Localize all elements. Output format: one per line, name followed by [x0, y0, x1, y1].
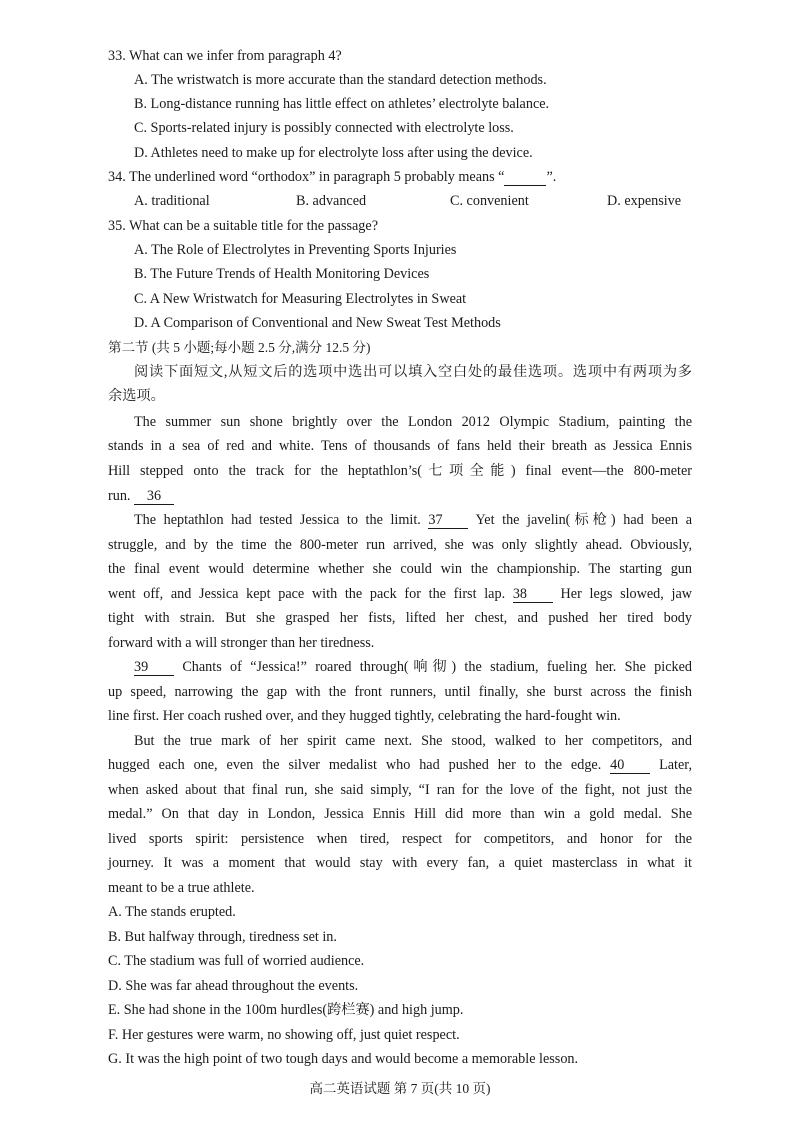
- passage-p1-line-3: Hill stepped onto the track for the heptathlon’s(七项全能) final event—the 800-meter: [108, 463, 692, 479]
- section-instruction-line-1: 阅读下面短文,从短文后的选项中选出可以填入空白处的最佳选项。选项中有两项为多: [134, 364, 692, 380]
- page-footer: 高二英语试题 第 7 页(共 10 页): [309, 1081, 491, 1096]
- question-33-option-a: A. The wristwatch is more accurate than the standard detection methods.: [134, 72, 547, 88]
- passage-p1-line-4: [108, 486, 174, 506]
- passage-p3-text-a: Chants of “Jessica!” roared through(响彻) the stadium, fueling her. She picked: [174, 659, 692, 675]
- passage-p2-text-b: Yet the javelin(标枪) had been a: [468, 512, 692, 528]
- question-33-stem: 33. What can we infer from paragraph 4?: [108, 48, 342, 64]
- blank-36: 36: [134, 488, 174, 505]
- option-f: F. Her gestures were warm, no showing off, just quiet respect.: [108, 1027, 460, 1043]
- question-34-stem: [108, 167, 556, 187]
- passage-p2-line-1: [134, 510, 692, 530]
- question-33-option-b: B. Long-distance running has little effect on athletes’ electrolyte balance.: [134, 96, 550, 112]
- passage-p4-text-b: Later,: [650, 757, 692, 773]
- passage-p1-text: run.: [108, 488, 135, 504]
- passage-p2-line-4: [108, 584, 692, 604]
- question-35-option-a: A. The Role of Electrolytes in Preventing Sports Injuries: [134, 242, 457, 258]
- option-e: E. She had shone in the 100m hurdles(跨栏赛) and high jump.: [108, 1002, 464, 1018]
- passage-p4-line-2: [108, 755, 692, 775]
- question-34-option-d: D. expensive: [607, 193, 682, 209]
- section-instruction-line-2: 余选项。: [108, 388, 165, 404]
- passage-p4-line-7: meant to be a true athlete.: [108, 880, 255, 896]
- passage-p4-line-3: when asked about that final run, she said simply, “I ran for the love of the fight, not just the: [108, 782, 692, 798]
- blank-38: 38: [513, 586, 553, 603]
- option-g: G. It was the high point of two tough days and would become a memorable lesson.: [108, 1051, 579, 1067]
- passage-p2-line-6: forward with a will stronger than her tiredness.: [108, 635, 375, 651]
- passage-p4-line-4: medal.” On that day in London, Jessica Ennis Hill did more than win a gold medal. She: [108, 806, 692, 822]
- question-34-stem-end: ”.: [546, 169, 557, 185]
- question-34-option-c: C. convenient: [450, 193, 529, 209]
- option-c: C. The stadium was full of worried audience.: [108, 953, 365, 969]
- passage-p4-line-1: But the true mark of her spirit came next. She stood, walked to her competitors, and: [134, 733, 692, 749]
- question-35-option-d: D. A Comparison of Conventional and New Sweat Test Methods: [134, 315, 501, 331]
- passage-p2-line-5: tight with strain. But she grasped her fists, lifted her chest, and pushed her tired body: [108, 610, 692, 626]
- question-34-blank: [504, 169, 546, 186]
- passage-p3-line-1: [134, 657, 692, 677]
- blank-37: 37: [428, 512, 468, 529]
- option-d: D. She was far ahead throughout the events.: [108, 978, 359, 994]
- question-34-stem-text: 34. The underlined word “orthodox” in paragraph 5 probably means “: [108, 169, 505, 185]
- question-34-option-a: A. traditional: [134, 193, 210, 209]
- question-35-stem: 35. What can be a suitable title for the passage?: [108, 218, 378, 234]
- section-heading: 第二节 (共 5 小题;每小题 2.5 分,满分 12.5 分): [108, 340, 371, 355]
- question-35-option-c: C. A New Wristwatch for Measuring Electrolytes in Sweat: [134, 291, 467, 307]
- passage-p2-text-c: went off, and Jessica kept pace with the pack for the first lap.: [108, 586, 513, 602]
- question-33-option-d: D. Athletes need to make up for electrolyte loss after using the device.: [134, 145, 533, 161]
- blank-40: 40: [610, 757, 650, 774]
- option-b: B. But halfway through, tiredness set in.: [108, 929, 337, 945]
- passage-p2-line-3: the final event would determine whether she could win the championship. The starting gun: [108, 561, 692, 577]
- blank-39: 39: [134, 659, 174, 676]
- option-a: A. The stands erupted.: [108, 904, 236, 920]
- passage-p3-line-2: up speed, narrowing the gap with the front runners, until finally, she burst across the finish: [108, 684, 692, 700]
- passage-p4-line-6: journey. It was a moment that would stay with every fan, a quiet masterclass in what it: [108, 855, 692, 871]
- passage-p2-text-d: Her legs slowed, jaw: [552, 586, 692, 602]
- question-34-option-b: B. advanced: [296, 193, 367, 209]
- question-35-option-b: B. The Future Trends of Health Monitoring Devices: [134, 266, 430, 282]
- passage-p1-line-1: The summer sun shone brightly over the London 2012 Olympic Stadium, painting the: [134, 414, 692, 430]
- passage-p3-line-3: line first. Her coach rushed over, and they hugged tightly, celebrating the hard-fought win.: [108, 708, 621, 724]
- passage-p2-text-a: The heptathlon had tested Jessica to the limit.: [134, 512, 429, 528]
- passage-p2-line-2: struggle, and by the time the 800-meter run arrived, she was only slightly ahead. Obviously,: [108, 537, 692, 553]
- passage-p4-line-5: lived sports spirit: persistence when tired, respect for competitors, and honor for the: [108, 831, 692, 847]
- question-33-option-c: C. Sports-related injury is possibly connected with electrolyte loss.: [134, 120, 514, 136]
- passage-p1-line-2: stands in a sea of red and white. Tens of thousands of fans held their breath as Jessica Ennis: [108, 438, 692, 454]
- passage-p4-text-a: hugged each one, even the silver medalist who had pushed her to the edge.: [108, 757, 611, 773]
